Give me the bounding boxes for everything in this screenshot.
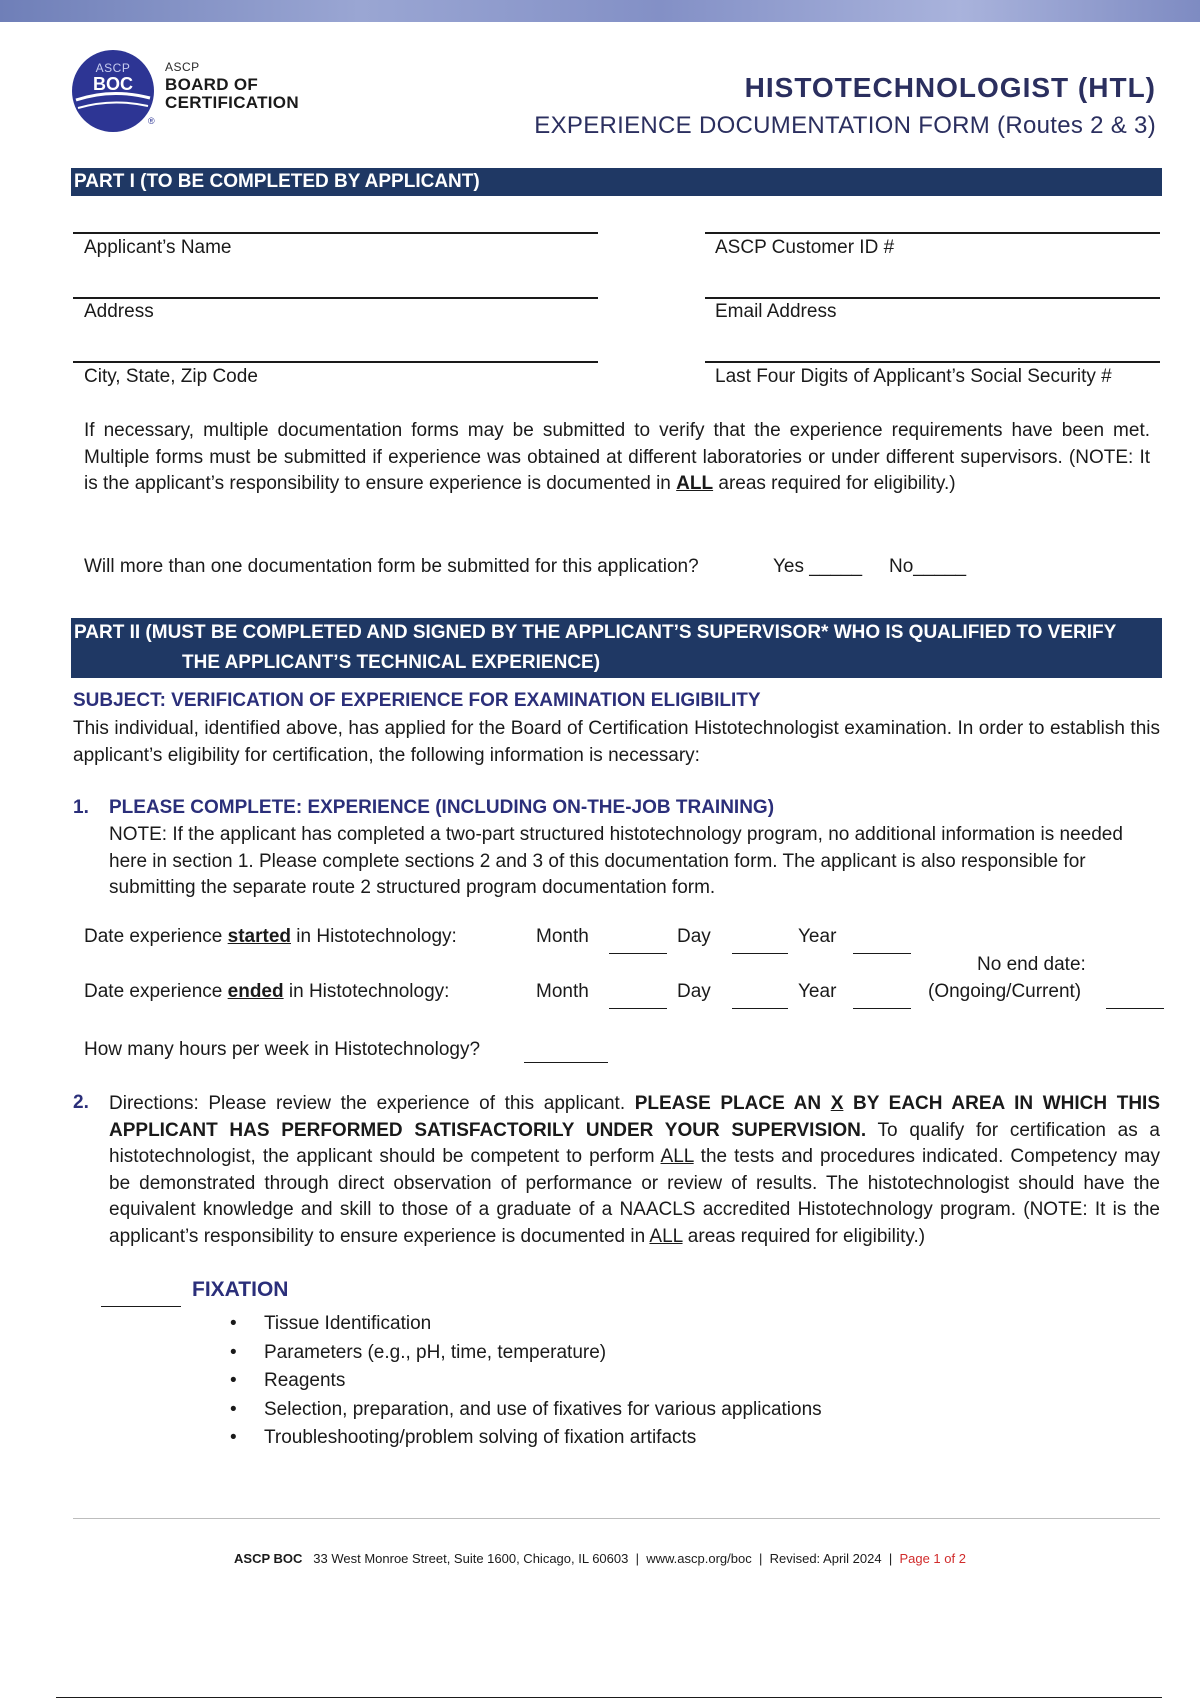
part2-heading-line2: THE APPLICANT’S TECHNICAL EXPERIENCE) xyxy=(182,652,601,673)
start-year-field[interactable] xyxy=(853,953,911,954)
section2-number: 2. xyxy=(73,1092,89,1113)
form-subtitle: EXPERIENCE DOCUMENTATION FORM (Routes 2 & 3) xyxy=(534,112,1156,139)
footer-website[interactable]: www.ascp.org/boc xyxy=(646,1551,752,1566)
fixation-heading: FIXATION xyxy=(192,1278,289,1301)
start-month-label: Month xyxy=(536,926,589,947)
bullet-icon: • xyxy=(230,1341,237,1363)
bottom-edge-rule xyxy=(56,1697,1162,1698)
city-state-zip-field[interactable] xyxy=(73,361,598,363)
end-month-label: Month xyxy=(536,981,589,1002)
part2-intro: This individual, identified above, has applied for the Board of Certification Histotechnologist examination. In order to establish this applicant’s eligibility for certification, the following information is necessary: xyxy=(73,718,1160,766)
start-month-field[interactable] xyxy=(609,953,667,954)
part1-heading: PART I (TO BE COMPLETED BY APPLICANT) xyxy=(71,168,1162,196)
logo-boc-text: BOC xyxy=(93,74,133,94)
org-name-line2: CERTIFICATION xyxy=(165,93,299,112)
city-state-zip-label: City, State, Zip Code xyxy=(84,366,258,387)
hours-per-week-field[interactable] xyxy=(524,1062,608,1063)
email-label: Email Address xyxy=(715,301,837,322)
list-item: • Selection, preparation, and use of fixatives for various applications xyxy=(230,1396,822,1425)
customer-id-field[interactable] xyxy=(705,232,1160,234)
ascp-boc-logo xyxy=(72,50,154,132)
list-item: • Reagents xyxy=(230,1367,822,1396)
registered-mark: ® xyxy=(148,116,155,126)
multiple-forms-question: Will more than one documentation form be submitted for this application? xyxy=(84,556,699,577)
footer-org: ASCP BOC xyxy=(234,1551,303,1566)
start-day-label: Day xyxy=(677,926,711,947)
end-day-field[interactable] xyxy=(732,1008,788,1009)
footer-divider xyxy=(73,1518,1160,1519)
bullet-icon: • xyxy=(230,1398,237,1420)
start-day-field[interactable] xyxy=(732,953,788,954)
no-end-date-label: No end date: xyxy=(977,954,1086,975)
applicant-name-label: Applicant’s Name xyxy=(84,237,232,258)
section1-note: NOTE: If the applicant has completed a two-part structured histotechnology program, no additional information is needed here in section 1. Please complete sections 2 and 3 of this documentation form. The applicant is also responsible for submitting the separate route 2 structured program documentation form. xyxy=(109,824,1123,898)
footer-revised: Revised: April 2024 xyxy=(769,1551,882,1566)
subject-line: SUBJECT: VERIFICATION OF EXPERIENCE FOR EXAMINATION ELIGIBILITY xyxy=(73,690,761,711)
section1-heading: PLEASE COMPLETE: EXPERIENCE (INCLUDING ON-THE-JOB TRAINING) xyxy=(109,797,775,818)
org-name-small: ASCP xyxy=(165,60,200,74)
footer-address: 33 West Monroe Street, Suite 1600, Chicago, IL 60603 xyxy=(313,1551,629,1566)
applicant-name-field[interactable] xyxy=(73,232,598,234)
list-item: • Parameters (e.g., pH, time, temperature) xyxy=(230,1339,822,1368)
footer: ASCP BOC 33 West Monroe Street, Suite 1600, Chicago, IL 60603 | www.ascp.org/boc | Revised: April 2024 | Page 1 of 2 xyxy=(234,1551,966,1566)
end-day-label: Day xyxy=(677,981,711,1002)
part2-heading xyxy=(71,618,1162,678)
org-name-line1: BOARD OF xyxy=(165,75,259,94)
address-label: Address xyxy=(84,301,154,322)
part1-note: If necessary, multiple documentation forms may be submitted to verify that the experience requirements have been met. Multiple forms must be submitted if experience was obtained at different laboratories or under different supervisors. (NOTE: It is the applicant’s responsibility to ensure experience is documented in ALL areas required for eligibility.) xyxy=(84,420,1150,494)
email-field[interactable] xyxy=(705,297,1160,299)
customer-id-label: ASCP Customer ID # xyxy=(715,237,895,258)
no-end-date-field[interactable] xyxy=(1106,1008,1164,1009)
list-item: • Troubleshooting/problem solving of fixation artifacts xyxy=(230,1424,822,1453)
section1-number: 1. xyxy=(73,797,89,818)
part2-heading-line1: PART II (MUST BE COMPLETED AND SIGNED BY THE APPLICANT’S SUPERVISOR* WHO IS QUALIFIED TO VERIFY xyxy=(74,622,1117,643)
ssn-last-four-field[interactable] xyxy=(705,361,1160,363)
top-decorative-banner xyxy=(0,0,1200,22)
org-name xyxy=(165,76,299,112)
list-item: • Tissue Identification xyxy=(230,1310,822,1339)
bullet-icon: • xyxy=(230,1370,237,1391)
logo-ascp-text: ASCP xyxy=(95,61,131,75)
multiple-forms-no[interactable]: No_____ xyxy=(889,556,967,577)
date-ended-label: Date experience ended in Histotechnology: xyxy=(84,981,450,1002)
end-year-label: Year xyxy=(798,981,837,1002)
hours-per-week-label: How many hours per week in Histotechnology? xyxy=(84,1039,481,1060)
bullet-icon: • xyxy=(230,1427,237,1448)
fixation-check-field[interactable] xyxy=(101,1306,181,1307)
footer-page-number: Page 1 of 2 xyxy=(899,1551,966,1566)
end-month-field[interactable] xyxy=(609,1008,667,1009)
fixation-list xyxy=(230,1310,822,1453)
bullet-icon: • xyxy=(230,1313,237,1334)
date-started-label: Date experience started in Histotechnology: xyxy=(84,926,457,947)
start-year-label: Year xyxy=(798,926,837,947)
ongoing-current-label: (Ongoing/Current) xyxy=(928,981,1082,1002)
section2-directions: Directions: Please review the experience of this applicant. PLEASE PLACE AN X BY EACH AREA IN WHICH THIS APPLICANT HAS PERFORMED SATISFACTORILY UNDER YOUR SUPERVISION. To qualify for certification as a histotechnologist, the applicant should be competent to perform ALL the tests and procedures indicated. Competency may be demonstrated through direct observation of performance or review of results. The histotechnologist should have the equivalent knowledge and skill to those of a graduate of a NAACLS accredited Histotechnology program. (NOTE: It is the applicant’s responsibility to ensure experience is documented in ALL areas required for eligibility.) xyxy=(109,1093,1160,1247)
end-year-field[interactable] xyxy=(853,1008,911,1009)
address-field[interactable] xyxy=(73,297,598,299)
logo-swoosh-icon xyxy=(72,50,154,132)
form-title: HISTOTECHNOLOGIST (HTL) xyxy=(744,72,1156,103)
multiple-forms-yes[interactable]: Yes _____ xyxy=(773,556,863,577)
ssn-last-four-label: Last Four Digits of Applicant’s Social Security # xyxy=(715,366,1112,387)
